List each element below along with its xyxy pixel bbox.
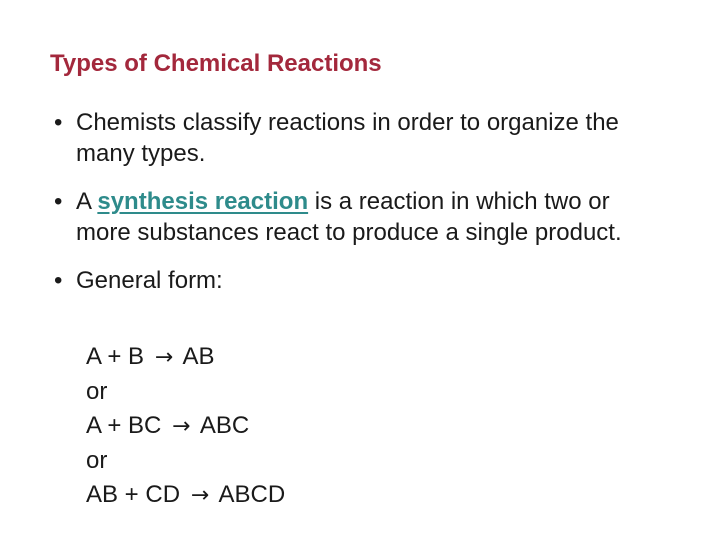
equation-or: or	[86, 447, 108, 474]
equation-left: A + BC	[86, 412, 162, 439]
equation-a-plus-bc	[86, 409, 285, 444]
equation-a-plus-b	[86, 340, 285, 375]
equation-right: AB	[182, 343, 215, 370]
synthesis-reaction-term: synthesis reaction	[97, 188, 309, 215]
arrow-right-icon: →	[154, 345, 174, 370]
equation-left: A + B	[86, 343, 145, 370]
slide-title: Types of Chemical Reactions	[50, 50, 382, 77]
equation-left: AB + CD	[86, 481, 181, 508]
equation-ab-plus-cd	[86, 478, 285, 513]
bullet-text: Chemists classify reactions in order to organize the many types.	[76, 109, 619, 167]
arrow-right-icon: →	[190, 483, 210, 508]
general-form-equations	[86, 340, 285, 513]
bullet-text: General form:	[76, 267, 223, 294]
bullet-item-synthesis	[50, 186, 670, 248]
bullet-dot-icon: •	[54, 109, 63, 136]
bullet-item-classify	[50, 107, 670, 169]
bullet-list	[50, 107, 670, 313]
equation-right: ABC	[199, 412, 250, 439]
bullet-text-before: A	[76, 188, 98, 215]
bullet-item-general-form	[50, 265, 670, 296]
bullet-text-after: is a reaction in which two or more substances react to produce a single product.	[76, 188, 622, 246]
equation-or: or	[86, 378, 108, 405]
bullet-dot-icon: •	[54, 267, 63, 294]
arrow-right-icon: →	[172, 414, 191, 439]
bullet-dot-icon: •	[54, 188, 63, 215]
equation-right: ABCD	[218, 481, 286, 508]
